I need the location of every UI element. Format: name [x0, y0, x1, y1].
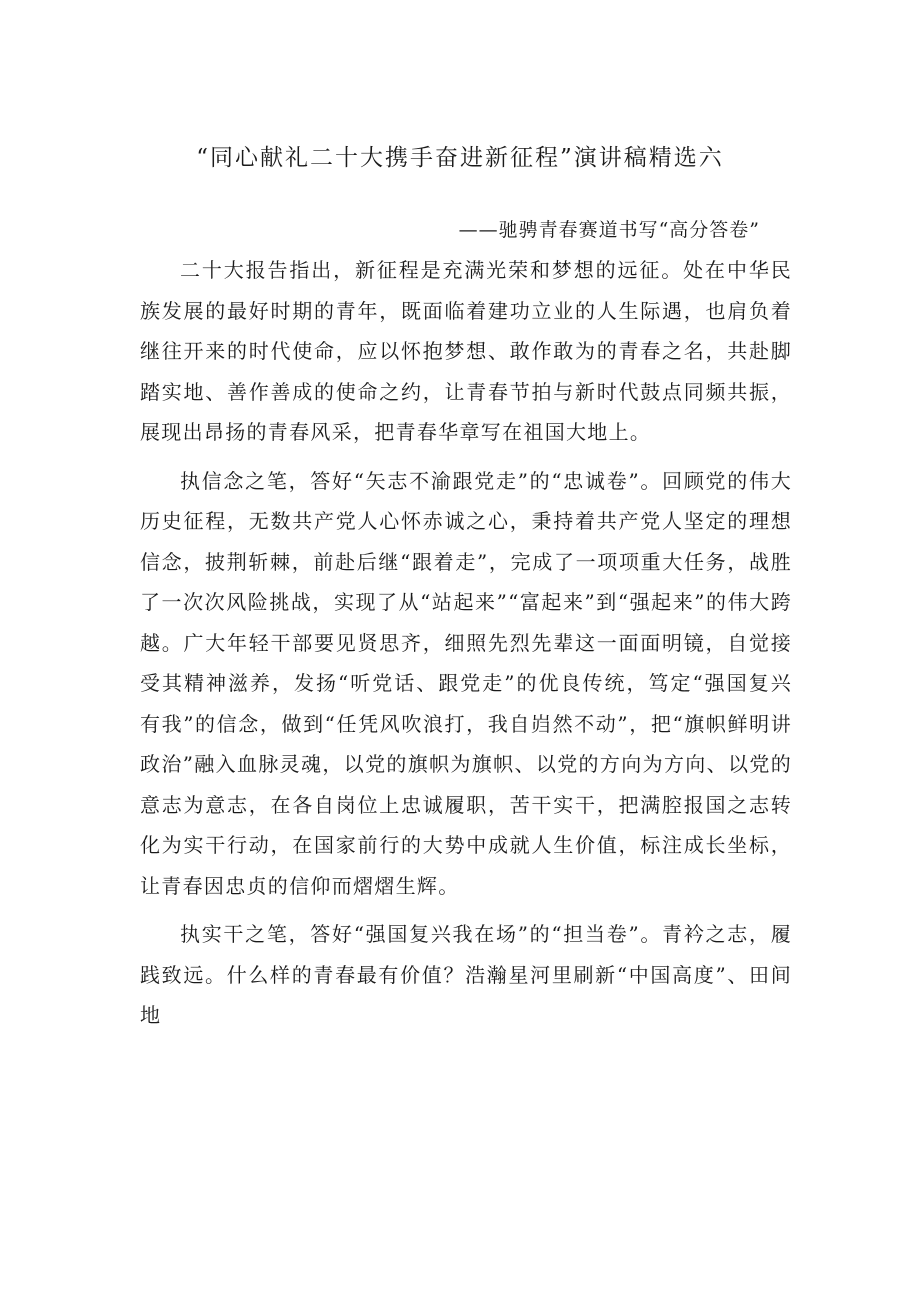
- document-body: [140, 250, 792, 1044]
- paragraph: 执实干之笔，答好“强国复兴我在场”的“担当卷”。青衿之志，履践致远。什么样的青春最有价值？浩瀚星河里刷新“中国高度”、田间地: [140, 922, 792, 1027]
- document-title: “同心献礼二十大携手奋进新征程”演讲稿精选六: [196, 145, 724, 171]
- document-subtitle: ——驰骋青春赛道书写“高分答卷”: [458, 219, 760, 241]
- paragraph: 二十大报告指出，新征程是充满光荣和梦想的远征。处在中华民族发展的最好时期的青年，既面临着建功立业的人生际遇，也肩负着继往开来的时代使命，应以怀抱梦想、敢作敢为的青春之名，共赴脚踏实地、善作善成的使命之约，让青春节拍与新时代鼓点同频共振，展现出昂扬的青春风采，把青春华章写在祖国大地上。: [140, 258, 792, 444]
- paragraph: 执信念之笔，答好“矢志不渝跟党走”的“忠诚卷”。回顾党的伟大历史征程，无数共产党人心怀赤诚之心，秉持着共产党人坚定的理想信念，披荆斩棘，前赴后继“跟着走”，完成了一项项重大任务，战胜了一次次风险挑战，实现了从“站起来”“富起来”到“强起来”的伟大跨越。广大年轻干部要见贤思齐，细照先烈先辈这一面面明镜，自觉接受其精神滋养，发扬“听党话、跟党走”的优良传统，笃定“强国复兴有我”的信念，做到“任凭风吹浪打，我自岿然不动”，把“旗帜鲜明讲政治”融入血脉灵魂，以党的旗帜为旗帜、以党的方向为方向、以党的意志为意志，在各自岗位上忠诚履职，苦干实干，把满腔报国之志转化为实干行动，在国家前行的大势中成就人生价值，标注成长坐标，让青春因忠贞的信仰而熠熠生辉。: [140, 468, 792, 898]
